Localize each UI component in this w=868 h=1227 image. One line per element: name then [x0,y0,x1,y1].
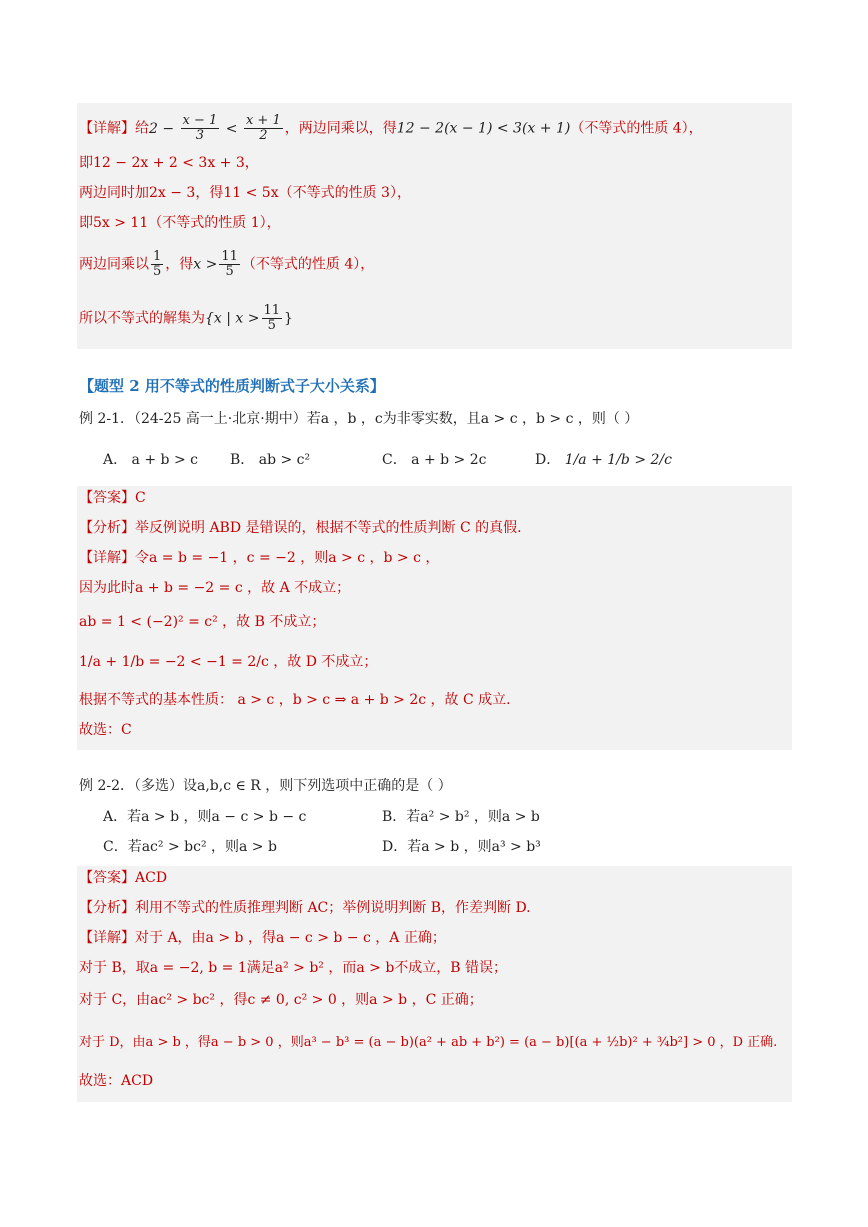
sol1-line-6 [79,304,293,333]
ex1-detail-5: 根据不等式的基本性质： a > c ，b > c ⇒ a + b > 2c ，故 C 成立. [79,692,511,708]
ex2-detail-2: 对于 B，取a = −2, b = 1满足a² > b² ，而a > b不成立，B 错误； [79,960,508,976]
ex1-detail-2: 因为此时a + b = −2 = c ，故 A 不成立； [79,580,351,596]
ex2-stem: 例 2-2．（多选）设a,b,c ∈ R ，则下列选项中正确的是（ ） [79,778,452,794]
sol1-l1-ineq: 2 − $\frac{x - 1}{3}$ < $\frac{x + 1}{2}$ [149,113,281,143]
sol1-l6-set: {x | x > [205,310,260,327]
sol1-line-5 [79,250,374,279]
ex1-stem: 例 2-1．（24-25 高一上·北京·期中）若a ，b ，c为非零实数，且a > c ，b > c ，则（ ） [79,411,639,427]
sol1-l1-post: （不等式的性质 4）， [570,120,703,137]
sol1-l5-frac-den: 5 [153,264,162,279]
sol1-l5-res-num: 11 [221,249,238,264]
sol1-l6-den: 5 [267,318,276,333]
ex1-detail-4: 1/a + 1/b = −2 < −1 = 2/c ，故 D 不成立； [79,654,378,670]
sol1-l5-x: x > [193,256,218,273]
ex1-option-a: A． a + b > c [103,452,198,468]
ex1-option-d [535,450,672,470]
sol1-l1-res: 12 − 2(x − 1) < 3(x + 1) [396,120,571,137]
sol1-line-3: 两边同时加2x − 3，得11 < 5x（不等式的性质 3）， [79,185,411,201]
ex2-option-c: C．若ac² > bc² ，则a > b [103,839,277,855]
ex1-option-d-label: D． [535,452,561,468]
ex2-option-b: B．若a² > b² ，则a > b [382,809,540,825]
sol1-l5-mid: ，得 [165,256,194,273]
sol1-line-4: 即5x > 11（不等式的性质 1）， [79,215,281,231]
sol1-line-1 [79,114,703,143]
sol1-l1-mid: ，两边同乘以，得 [284,120,397,137]
sol1-l5-post: （不等式的性质 4）， [241,256,375,273]
ex2-option-a: A．若a > b ，则a − c > b − c [103,809,307,825]
ex1-detail-6: 故选：C [79,722,132,738]
ex1-detail-3: ab = 1 < (−2)² = c² ，故 B 不成立； [79,614,326,630]
ex2-detail-3: 对于 C，由ac² > bc² ，得c ≠ 0, c² > 0 ，则a > b ，C 正确； [79,992,483,1008]
ex2-analysis: 【分析】利用不等式的性质推理判断 AC；举例说明判断 B，作差判断 D. [79,900,531,916]
sol1-l6-num: 11 [263,303,281,318]
ex1-option-b: B． ab > c² [230,452,311,468]
ex2-detail-4: 对于 D，由a > b ，得a − b > 0 ，则a³ − b³ = (a − b)(a² + ab + b²) = (a − b)[(a + ½b)² + ¾b²] > 0 ，D 正确. [79,1035,778,1050]
sol1-l6-pre: 所以不等式的解集为 [79,310,205,327]
ex2-option-d: D．若a > b ，则a³ > b³ [382,839,541,855]
ex2-detail-1: 【详解】对于 A，由a > b ，得a − c > b − c ，A 正确； [79,930,446,946]
ex1-answer: 【答案】C [79,490,146,506]
ex1-analysis: 【分析】举反例说明 ABD 是错误的，根据不等式的性质判断 C 的真假. [79,520,522,536]
sol1-l6-close: } [284,310,293,327]
section-title: 【题型 2 用不等式的性质判断式子大小关系】 [79,377,385,395]
sol1-l1-pre: 【详解】给 [79,120,149,137]
ex1-option-c: C． a + b > 2c [382,452,487,468]
ex1-detail-1: 【详解】令a = b = −1 ，c = −2 ，则a > c ，b > c ， [79,550,440,566]
sol1-l5-pre: 两边同乘以 [79,256,149,273]
sol1-line-2: 即12 − 2x + 2 < 3x + 3， [79,155,259,171]
sol1-l5-frac-num: 1 [153,249,162,264]
sol1-l5-res-den: 5 [225,264,234,279]
ex2-detail-5: 故选：ACD [79,1073,154,1089]
ex2-answer: 【答案】ACD [79,870,168,886]
ex1-option-d-expr: 1/a + 1/b > 2/c [564,452,672,468]
